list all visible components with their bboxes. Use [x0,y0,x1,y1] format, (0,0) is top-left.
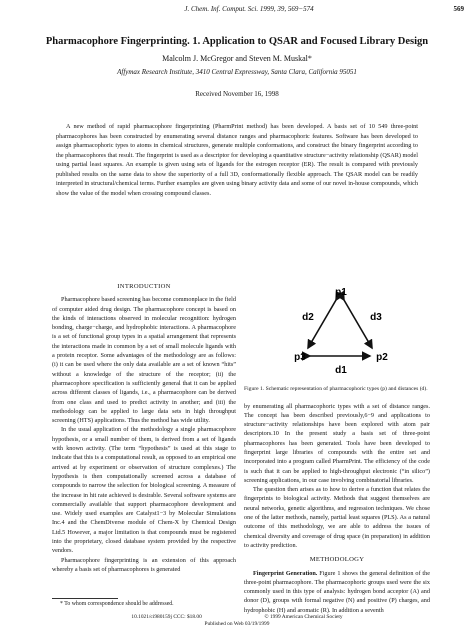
right-column [244,282,430,615]
edge-d2 [308,300,336,348]
journal-reference: J. Chem. Inf. Comput. Sci. 1999, 39, 569−574 [184,5,314,13]
label-p3: p3 [294,352,306,363]
intro-paragraph-2: In the usual application of the methodology a single pharmacophore hypothesis, or a small number of them, is derived from a set of ligands with known activity. (The term “hypothesis” is used at this stage to indicate that this is a computational result, as opposed to an empirical one arrived at by experiment or observation of structure complexes.) The hypothesis is then computationally screened across a database of compounds to narrow the selection for biological screening. A measure of the increase in hit rate achieved is desirable. Several software systems are commercially available that support pharmacophore development and use. Widely used examples are Catalyst1−3 by Molecular Simulations Inc.4 and the ChemDiverse module of Chem-X by Chemical Design Ltd.5 However, a major limitation is that compounds must be registered into the proprietary, closed database system provided by the respective vendors. [52,426,236,555]
published-date: Published on Web 03/19/1999 [204,620,270,627]
label-p2: p2 [376,352,388,363]
fingerprint-generation-lead: Fingerprint Generation. [253,569,318,577]
received-date: Received November 16, 1998 [195,90,279,98]
introduction-heading: INTRODUCTION [117,283,171,290]
label-d3: d3 [370,312,382,323]
pharmacophore-triangle-diagram [244,282,430,382]
right-paragraph-2: The question then arises as to how to derive a function that relates the fingerprints to biological activity. Methods that suggest themselves are neural networks, genetic algorithms, and regression techniques. We chose one of the latter methods, namely, partial least squares (PLS). As a natural outcome of this methodology, we are able to address the issues of chemical diversity and coverage of drug space (in preparation) in addition to activity prediction. [244,486,430,549]
running-header [34,5,464,17]
footnote-divider [52,598,118,599]
methodology-heading: METHODOLOGY [309,556,365,564]
fingerprint-generation-paragraph [244,569,430,615]
affiliation: Affymax Research Institute, 3410 Central Expressway, Santa Clara, California 95051 [117,68,357,76]
page-number: 569 [453,5,464,13]
intro-paragraph-3: Pharmacophore fingerprinting is an extension of this approach whereby a basis set of pharmacophores is generated [52,556,236,573]
right-paragraph-1: by enumerating all pharmacophoric types with a set of distance ranges. The concept has been described previously,6−9 and applications to structure−activity relationships have been explored with atom pair descriptors.10 In the present study a basis set of three-point pharmacophores has been generated. Tools have been developed to fingerprint large libraries of compounds with the entire set and incorporated into a program called PharmPrint. The efficiency of the code is such that it can be applied to high-throughput electronic (“in silico”) screening applications, in our case involving combinatorial libraries. [244,402,430,484]
publication-metadata [0,614,474,628]
caption-text: Schematic representation of pharmacophoric types (p) and distances (d). [265,386,428,392]
author-list: Malcolm J. McGregor and Steven M. Muskal* [162,54,312,63]
edge-d3 [344,300,372,348]
label-d2: d2 [302,312,314,323]
caption-label: Figure 1. [244,386,265,392]
label-p1: p1 [335,287,347,298]
article-title: Pharmacophore Fingerprinting. 1. Application to QSAR and Focused Library Design [45,36,429,47]
doi-price: 10.1021/ci980159j CCC: $18.00 [131,614,202,620]
pharmacophore-figure [244,282,430,382]
copyright: © 1999 American Chemical Society [264,614,343,620]
left-column [52,282,236,574]
label-d1: d1 [335,365,347,376]
abstract-text: A new method of rapid pharmacophore fingerprinting (PharmPrint method) has been developed. A basis set of 10 549 three-point pharmacophores has been constructed by enumerating several distance ranges and pharmacophoric features. Software has been developed to assign pharmacophoric types to atoms in chemical structures, generate multiple conformations, and construct the binary fingerprint according to the pharmacophores that result. The fingerprint is used as a descriptor for developing a quantitative structure−activity relationship (QSAR) model using partial least squares. An example is given using sets of ligands for the estrogen receptor (ER). The result is compared with previously published results on the same data to show the superiority of a full 3D, conformationally flexible approach. The QSAR model can be readily interpreted in structural/chemical terms. Further examples are given using binary activity data and some of our novel in-house compounds, which show the value of the model when crossing compound classes. [56,123,418,197]
figure-caption [244,386,430,394]
fingerprint-generation-text: Figure 1 shows the general definition of the three-point pharmacophore. The pharmacophoric groups used were the six commonly used in this type of analysis: hydrogen bond acceptor (A) and donor (D), groups with formal negative (N) and positive (P) charges, and hydrophobic (H) and aromatic (R). In addition a seventh [244,569,430,614]
correspondence-footnote: * To whom correspondence should be addressed. [60,601,174,607]
intro-paragraph-1: Pharmacophore based screening has become commonplace in the field of computer aided drug design. The pharmacophore concept is based on the kinds of interactions observed in molecular recognition: hydrogen bonding, charge−charge, and hydrophobic interactions. A pharmacophore is a set of functional group types in a spatial arrangement that represents the interactions made in common by a set of small molecule ligands with a protein receptor. Some advantages of the methodology are as follows: (i) it can be used where the only data available are a set of known “hits” without a knowledge of the structure of the receptor; (ii) the pharmacophore specification is sufficiently general that it can be applied across different classes of ligands, i.e., a pharmacophore can be derived from one class and used to predict activity in another; and (iii) the methodology can be applied to large data sets in high throughput screening (HTS) applications. Thus the method has wide utility. [52,296,236,425]
abstract [56,122,418,198]
